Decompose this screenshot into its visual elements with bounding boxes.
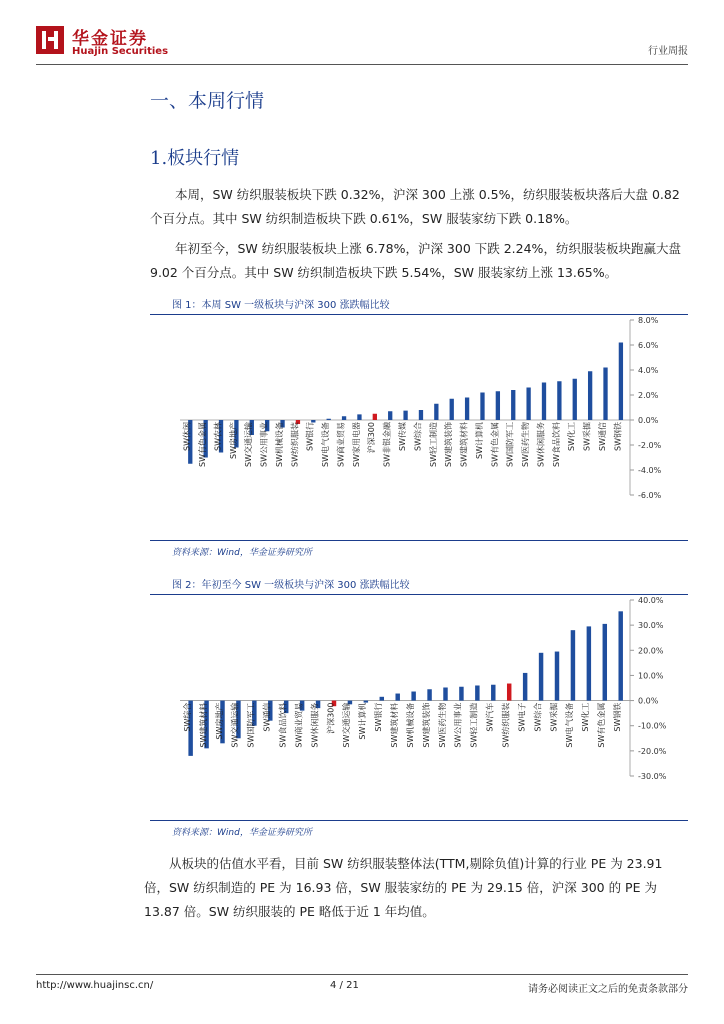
- figure-2-source: 资料来源：Wind，华金证券研究所: [150, 820, 688, 838]
- category-label: SW电气设备: [565, 702, 575, 748]
- bar: [388, 411, 392, 420]
- bar: [542, 383, 546, 421]
- category-label: SW国防军工: [246, 702, 256, 748]
- category-label: SW银行: [305, 422, 315, 451]
- bar: [364, 701, 368, 703]
- category-label: SW休闲: [182, 422, 192, 451]
- category-label: 沪深300: [326, 702, 336, 734]
- bar: [434, 404, 438, 420]
- bar: [496, 391, 500, 420]
- category-label: SW非银金融: [382, 422, 392, 467]
- chart-1-svg: [150, 312, 688, 530]
- logo-text-cn: 华金证券: [72, 29, 148, 49]
- category-label: SW综合: [413, 422, 423, 451]
- bar: [475, 685, 479, 700]
- page-number: 4 / 21: [330, 980, 359, 991]
- figure-1-source: 资料来源：Wind，华金证券研究所: [150, 540, 688, 558]
- category-label: SW轻工制造: [428, 422, 438, 467]
- category-label: SW化工: [567, 422, 577, 451]
- category-label: SW商业贸易: [336, 422, 346, 467]
- bar: [427, 689, 431, 700]
- footer-disclaimer: 请务必阅读正文之后的免责条款部分: [528, 984, 688, 995]
- paragraph-weekly: 本周，SW 纺织服装板块下跌 0.32%，沪深 300 上涨 0.5%，纺织服装板块落后大盘 0.82 个百分点。其中 SW 纺织制造板块下跌 0.61%，SW 服装家纺下跌 0.18%。: [150, 187, 680, 226]
- category-label: SW汽车: [485, 702, 495, 732]
- figure-2-chart: [150, 592, 688, 806]
- bar: [587, 626, 591, 700]
- bar: [357, 414, 361, 420]
- category-label: SW机械设备: [274, 422, 284, 467]
- category-label: SW钢铁: [613, 422, 623, 451]
- category-label: SW通信: [597, 422, 607, 451]
- bar: [523, 673, 527, 701]
- footer-url[interactable]: http://www.huajinsc.cn/: [36, 980, 154, 991]
- y-tick-label: -4.0%: [638, 466, 662, 475]
- bar: [459, 687, 463, 701]
- category-label: SW房地产: [214, 702, 224, 740]
- category-label: SW纺织服装: [501, 702, 511, 748]
- bar: [380, 697, 384, 701]
- category-label: SW交通运输: [230, 702, 240, 748]
- bar: [465, 398, 469, 421]
- y-tick-label: 4.0%: [638, 366, 659, 375]
- bar: [618, 611, 622, 700]
- category-label: SW机械设备: [405, 702, 415, 748]
- bar: [573, 379, 577, 420]
- category-label: SW有色金属: [490, 422, 500, 467]
- category-label: SW有色金属: [597, 702, 607, 748]
- bar: [555, 652, 559, 701]
- y-tick-label: 0.0%: [638, 416, 659, 425]
- y-tick-label: 30.0%: [638, 621, 664, 631]
- bar: [491, 685, 495, 701]
- y-tick-label: 40.0%: [638, 596, 664, 605]
- category-label: SW交通运输: [342, 702, 352, 748]
- bar: [557, 381, 561, 420]
- logo-text-en: Huajin Securities: [72, 46, 169, 57]
- category-label: SW家用电器: [351, 422, 361, 467]
- category-label: SW通信: [262, 702, 272, 732]
- paragraph-valuation: 从板块的估值水平看，目前 SW 纺织服装整体法(TTM,剔除负值)计算的行业 PE 为 23.91 倍，SW 纺织制造的 PE 为 16.93 倍，SW 服装家纺的 PE 为 29.15 倍，沪深 300 的 PE 为 13.87 倍。SW 纺织服装的 PE 略低于近 1 年均值。: [144, 856, 663, 919]
- bar: [327, 419, 331, 420]
- y-tick-label: -6.0%: [638, 491, 662, 500]
- y-tick-label: 2.0%: [638, 391, 659, 400]
- category-label: SW传媒: [398, 422, 407, 451]
- category-label: SW采掘: [582, 422, 592, 451]
- bar: [603, 368, 607, 421]
- category-label: 沪深300: [367, 422, 377, 454]
- category-label: SW综合: [182, 702, 192, 732]
- section-heading: 一、本周行情: [150, 90, 265, 112]
- y-tick-label: -30.0%: [638, 772, 667, 781]
- y-tick-label: -20.0%: [638, 746, 667, 756]
- y-tick-label: -10.0%: [638, 721, 667, 731]
- y-tick-label: 10.0%: [638, 671, 664, 681]
- category-label: SW有色金属: [198, 422, 208, 467]
- bar: [619, 343, 623, 421]
- bar: [526, 388, 530, 421]
- category-label: SW公用事业: [259, 422, 269, 467]
- category-label: SW医药生物: [521, 422, 531, 467]
- y-tick-label: 8.0%: [638, 316, 659, 325]
- paragraph-ytd: 年初至今，SW 纺织服装板块上涨 6.78%，沪深 300 下跌 2.24%，纺织服装板块跑赢大盘 9.02 个百分点。其中 SW 纺织制造板块下跌 5.54%，SW 服装家纺上涨 13.65%。: [150, 241, 681, 280]
- bar: [571, 630, 575, 700]
- category-label: SW电子: [517, 702, 527, 732]
- category-label: SW电气设备: [321, 422, 331, 467]
- category-label: SW建筑装饰: [421, 702, 431, 748]
- category-label: SW计算机: [358, 702, 368, 740]
- bar: [480, 393, 484, 421]
- page-header: [36, 22, 688, 64]
- category-label: SW建筑材料: [198, 702, 208, 748]
- category-label: SW医药生物: [437, 702, 447, 748]
- y-tick-label: 6.0%: [638, 341, 659, 350]
- category-label: SW农林: [213, 422, 223, 451]
- category-label: SW建筑装饰: [444, 422, 454, 467]
- category-label: SW交通运输: [244, 422, 254, 467]
- report-type: 行业周报: [648, 46, 688, 57]
- category-label: SW建筑材料: [390, 702, 400, 748]
- chart-2-svg: [150, 592, 688, 806]
- category-label: SW商业贸易: [294, 702, 304, 748]
- category-label: SW综合: [533, 702, 543, 732]
- bar: [539, 653, 543, 701]
- category-label: SW计算机: [474, 422, 484, 459]
- bar: [403, 411, 407, 420]
- bar: [507, 684, 511, 701]
- category-label: SW银行: [374, 702, 384, 732]
- bar: [395, 694, 399, 701]
- subsection-heading: 1.板块行情: [150, 148, 240, 169]
- logo-icon: [36, 26, 64, 54]
- header-divider: [36, 64, 688, 65]
- category-label: SW化工: [581, 702, 591, 732]
- figure-1-chart: [150, 312, 688, 530]
- footer-divider: [36, 974, 688, 975]
- figure-1-title: 图 1：本周 SW 一级板块与沪深 300 涨跌幅比较: [150, 296, 688, 315]
- bar: [411, 692, 415, 701]
- category-label: SW建筑材料: [459, 422, 469, 467]
- category-label: SW房地产: [228, 422, 238, 459]
- bar: [603, 624, 607, 701]
- bar: [342, 416, 346, 420]
- bar: [588, 371, 592, 420]
- y-tick-label: 20.0%: [638, 646, 664, 656]
- category-label: SW轻工制造: [469, 702, 479, 748]
- figure-2-title: 图 2：年初至今 SW 一级板块与沪深 300 涨跌幅比较: [150, 576, 688, 595]
- category-label: SW食品饮料: [551, 422, 561, 467]
- category-label: SW公用事业: [453, 702, 463, 748]
- category-label: SW休闲服务: [310, 702, 320, 748]
- bar: [373, 414, 377, 420]
- category-label: SW休闲服务: [536, 422, 546, 467]
- category-label: SW采掘: [549, 702, 559, 732]
- bar: [443, 687, 447, 700]
- category-label: SW食品饮料: [278, 702, 288, 748]
- category-label: SW纺织服装: [290, 422, 300, 467]
- bar: [450, 399, 454, 420]
- category-label: SW国防军工: [505, 422, 515, 467]
- y-tick-label: 0.0%: [638, 696, 659, 706]
- bar: [511, 390, 515, 420]
- category-label: SW钢铁: [613, 702, 623, 732]
- bar: [419, 410, 423, 420]
- y-tick-label: -2.0%: [638, 441, 662, 450]
